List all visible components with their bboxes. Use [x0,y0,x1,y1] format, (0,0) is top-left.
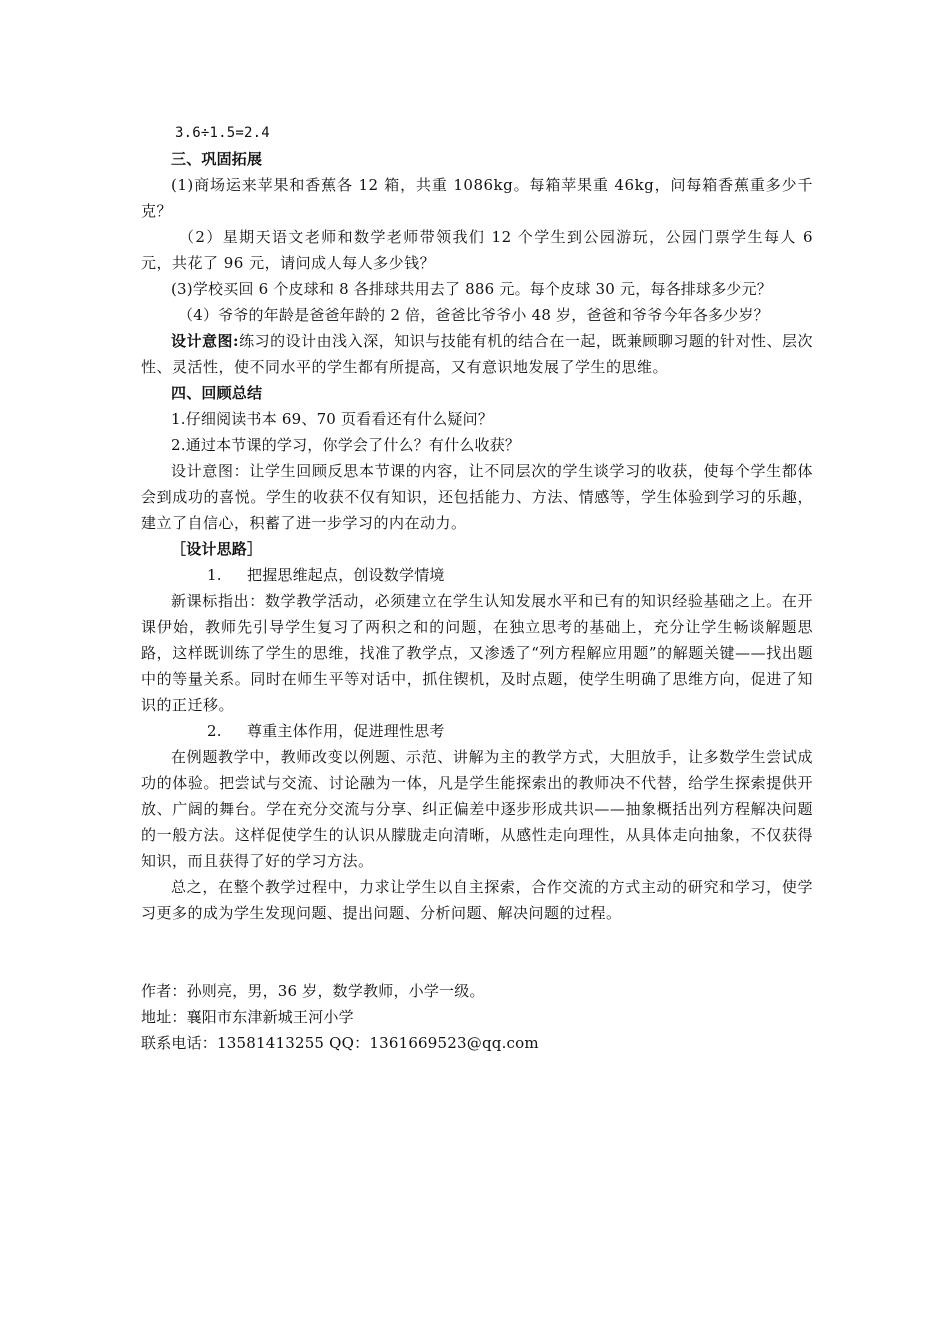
exercise-4: （4）爷爷的年龄是爸爸年龄的 2 倍，爸爸比爷爷小 48 岁，爸爸和爷爷今年各多少岁？ [178,306,769,324]
review-item-1: 1.仔细阅读书本 69、70 页看看还有什么疑问？ [171,410,494,428]
address-line: 地址：襄阳市东津新城王河小学 [141,1008,354,1026]
review-intent: 设计意图：让学生回顾反思本节课的内容，让不同层次的学生谈学习的收获，使每个学生都体会到成功的喜悦。学生的收获不仅有知识，还包括能力、方法、情感等，学生体验到学习的乐趣，建立了自信心，积蓄了进一步学习的内在动力。 [141,462,813,532]
design-intent-paragraph [141,328,813,380]
design-point-1-heading [141,562,813,588]
author-line: 作者：孙则亮，男，36 岁，数学教师，小学一级。 [141,982,485,1000]
design-thinking-heading: ［设计思路］ [171,540,263,558]
design-point-2-number: 2. [207,722,222,740]
exercise-3: (3)学校买回 6 个皮球和 8 各排球共用去了 886 元。每个皮球 30 元，每各排球多少元？ [171,280,772,298]
design-point-1-text: 新课标指出：数学教学活动，必须建立在学生认知发展水平和已有的知识经验基础之上。在开课伊始，教师先引导学生复习了两积之和的问题，在独立思考的基础上，充分让学生畅谈解题思路，这样既训练了学生的思维，找准了教学点，又渗透了“列方程解应用题”的解题关键——找出题中的等量关系。同时在师生平等对话中，抓住锲机，及时点题，使学生明确了思维方向，促进了知识的正迁移。 [141,592,813,714]
document-page [141,120,813,1056]
contact-line: 联系电话：13581413255 QQ：1361669523@qq.com [141,1034,539,1052]
exercise-2: （2）星期天语文老师和数学老师带领我们 12 个学生到公园游玩，公园门票学生每人 6 元，共花了 96 元，请问成人每人多少钱？ [141,228,813,272]
formula-line: 3.6÷1.5=2.4 [175,125,270,141]
review-item-2: 2.通过本节课的学习，你学会了什么？有什么收获？ [171,436,521,454]
design-intent-label: 设计意图: [171,332,240,350]
design-intent-text: 练习的设计由浅入深，知识与技能有机的结合在一起，既兼顾聊习题的针对性、层次性、灵活性，使不同水平的学生都有所提高，又有意识地发展了学生的思维。 [141,332,813,376]
exercise-1: (1)商场运来苹果和香蕉各 12 箱，共重 1086kg。每箱苹果重 46kg，问每箱香蕉重多少千克？ [141,176,813,220]
design-point-1-number: 1. [207,566,222,584]
author-info [141,978,813,1056]
design-point-2-title: 尊重主体作用，促进理性思考 [247,722,445,740]
section-heading-review: 四、回顾总结 [171,384,263,402]
section-heading-consolidate: 三、巩固拓展 [171,150,263,168]
design-point-2-text: 在例题教学中，教师改变以例题、示范、讲解为主的教学方式，大胆放手，让多数学生尝试成功的体验。把尝试与交流、讨论融为一体，凡是学生能探索出的教师决不代替，给学生探索提供开放、广阔的舞台。学在充分交流与分享、纠正偏差中逐步形成共识——抽象概括出列方程解决问题的一般方法。这样促使学生的认识从朦胧走向清晰，从感性走向理性，从具体走向抽象，不仅获得知识，而且获得了好的学习方法。 [141,748,813,870]
spacer [141,926,813,978]
design-summary: 总之，在整个教学过程中，力求让学生以自主探索，合作交流的方式主动的研究和学习，使学习更多的成为学生发现问题、提出问题、分析问题、解决问题的过程。 [141,878,813,922]
design-point-2-heading [141,718,813,744]
design-point-1-title: 把握思维起点，创设数学情境 [247,566,445,584]
